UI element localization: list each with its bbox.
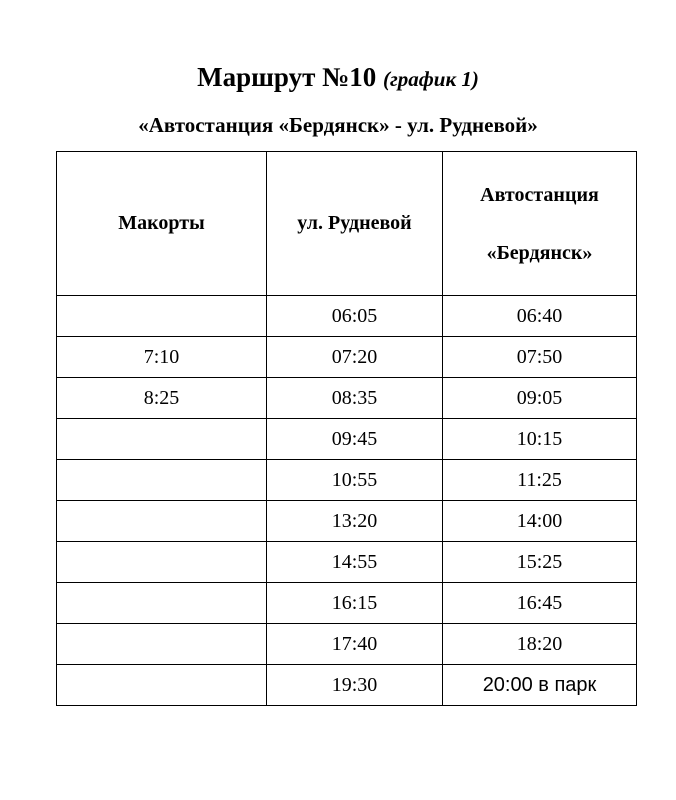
cell-makorty	[57, 419, 267, 460]
cell-rudnevoy: 17:40	[267, 624, 443, 665]
cell-bus-station: 18:20	[443, 624, 637, 665]
cell-bus-station: 10:15	[443, 419, 637, 460]
route-name: Маршрут №10	[197, 62, 377, 92]
table-row	[57, 296, 637, 337]
page-title	[0, 62, 676, 93]
cell-rudnevoy: 16:15	[267, 583, 443, 624]
cell-rudnevoy: 14:55	[267, 542, 443, 583]
cell-bus-station: 15:25	[443, 542, 637, 583]
table-row	[57, 501, 637, 542]
table-row	[57, 419, 637, 460]
column-header-line-1: Автостанция	[480, 183, 599, 206]
column-header-bus-station	[443, 152, 637, 296]
cell-rudnevoy: 08:35	[267, 378, 443, 419]
cell-makorty	[57, 583, 267, 624]
column-header-rudnevoy: ул. Рудневой	[267, 152, 443, 296]
cell-makorty	[57, 501, 267, 542]
table-row	[57, 378, 637, 419]
cell-makorty	[57, 542, 267, 583]
cell-makorty	[57, 624, 267, 665]
column-header-line-2: «Бердянск»	[486, 241, 593, 264]
cell-makorty	[57, 296, 267, 337]
cell-rudnevoy: 10:55	[267, 460, 443, 501]
timetable	[56, 151, 637, 706]
table-row	[57, 624, 637, 665]
cell-rudnevoy: 06:05	[267, 296, 443, 337]
table-row	[57, 665, 637, 706]
cell-rudnevoy: 19:30	[267, 665, 443, 706]
cell-makorty: 8:25	[57, 378, 267, 419]
cell-makorty	[57, 460, 267, 501]
cell-bus-station-to-depot: 20:00 в парк	[443, 665, 637, 706]
table-row	[57, 337, 637, 378]
cell-bus-station: 14:00	[443, 501, 637, 542]
schedule-number: (график 1)	[383, 67, 479, 91]
cell-makorty	[57, 665, 267, 706]
cell-bus-station: 06:40	[443, 296, 637, 337]
column-header-makorty: Макорты	[57, 152, 267, 296]
cell-rudnevoy: 09:45	[267, 419, 443, 460]
table-row	[57, 460, 637, 501]
cell-bus-station: 09:05	[443, 378, 637, 419]
cell-bus-station: 11:25	[443, 460, 637, 501]
table-row	[57, 542, 637, 583]
cell-rudnevoy: 13:20	[267, 501, 443, 542]
table-row	[57, 583, 637, 624]
cell-bus-station: 07:50	[443, 337, 637, 378]
cell-makorty: 7:10	[57, 337, 267, 378]
cell-bus-station: 16:45	[443, 583, 637, 624]
route-subtitle: «Автостанция «Бердянск» - ул. Рудневой»	[138, 113, 538, 137]
header-row	[57, 152, 637, 296]
cell-rudnevoy: 07:20	[267, 337, 443, 378]
